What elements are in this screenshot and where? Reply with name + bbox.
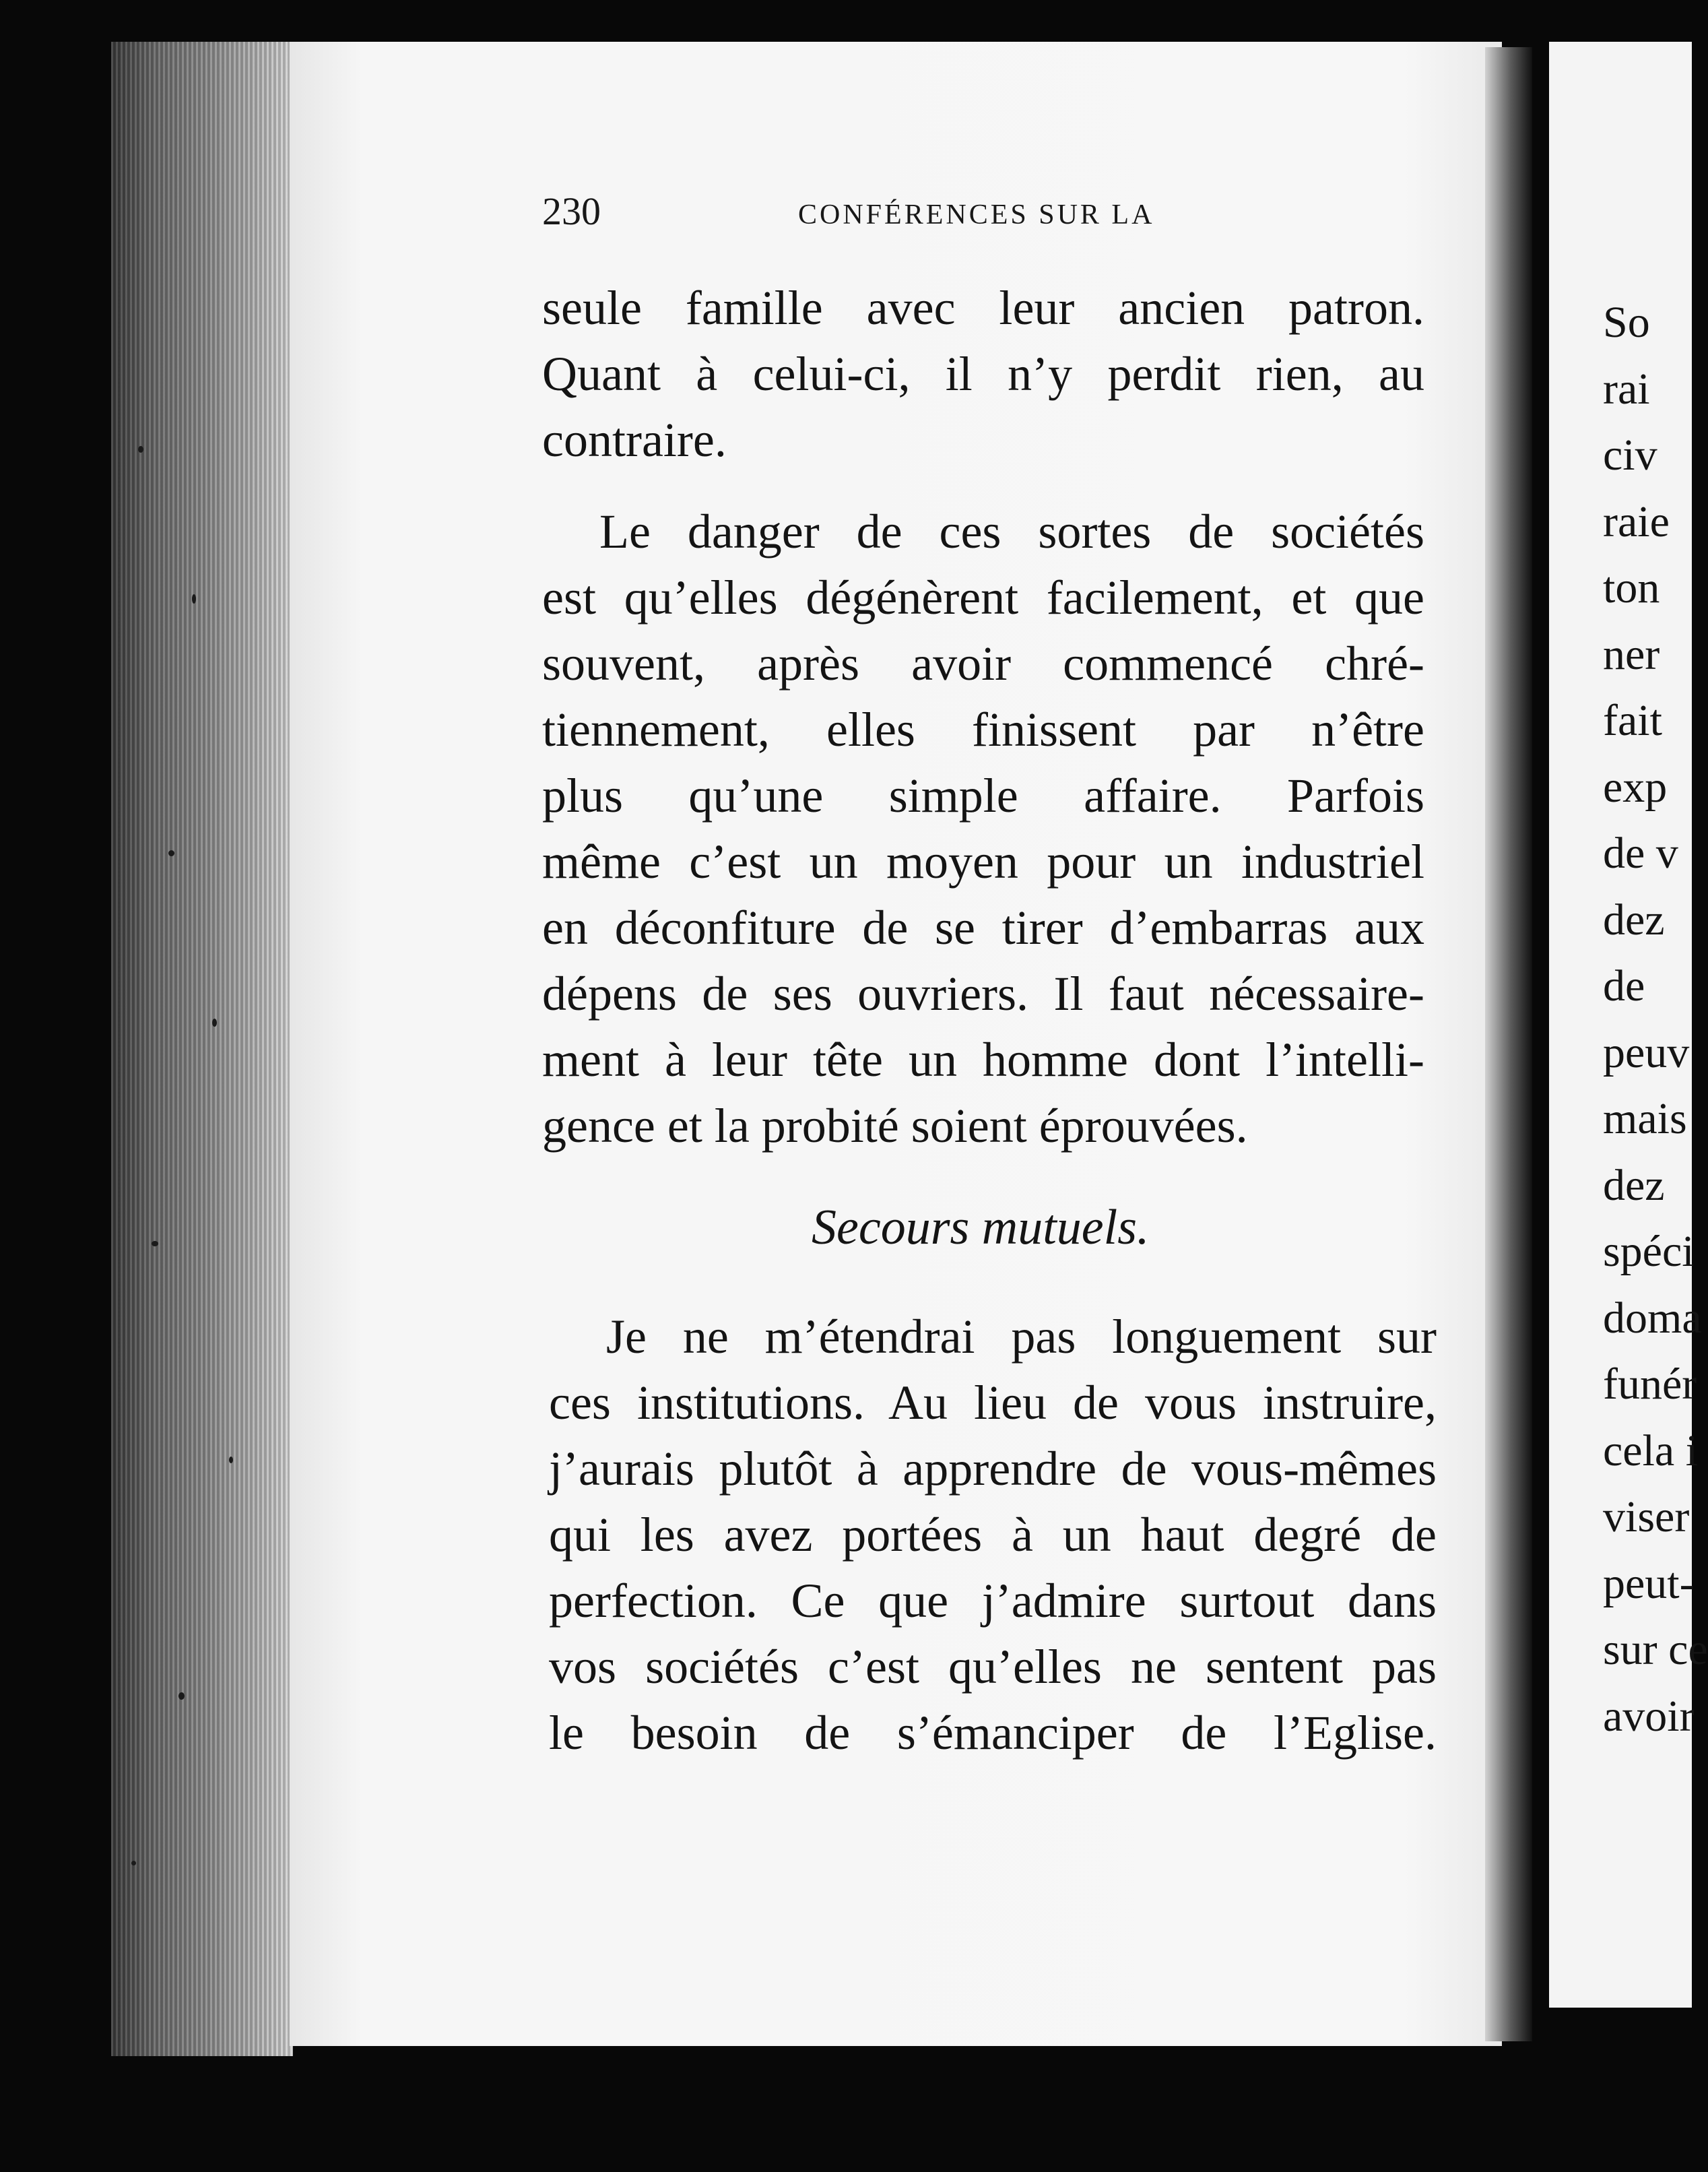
specks <box>178 1692 185 1700</box>
text-line: gence et la probité soient éprouvées. <box>542 1099 1248 1153</box>
text-line: seule famille avec leur ancien patron. <box>542 281 1424 335</box>
text-line: qui les avez portées à un haut degré de <box>549 1508 1437 1562</box>
page-number: 230 <box>542 189 601 233</box>
text-line: ces institutions. Au lieu de vous instruire, <box>549 1376 1437 1430</box>
running-head: CONFÉRENCES SUR LA <box>798 199 1155 230</box>
text-line: le besoin de s’émanciper de l’Eglise. <box>549 1706 1437 1760</box>
text-line: ment à leur tête un homme dont l’intelli- <box>542 1033 1424 1087</box>
specks <box>138 446 143 453</box>
text-fragment: civ <box>1603 430 1657 480</box>
specks <box>168 850 174 856</box>
text-fragment: de v <box>1603 829 1678 878</box>
paragraph-3 <box>549 1304 1437 1766</box>
text-fragment: dez <box>1603 895 1665 945</box>
text-fragment: fait <box>1603 696 1662 745</box>
text-line: est qu’elles dégénèrent facilement, et que <box>542 571 1424 625</box>
text-line: tiennement, elles finissent par n’être <box>542 703 1424 757</box>
text-fragment: ner <box>1603 629 1660 679</box>
text-fragment: viser <box>1603 1492 1690 1541</box>
specks <box>212 1019 217 1027</box>
text-fragment: dez <box>1603 1160 1665 1210</box>
text-fragment: cela i <box>1603 1426 1699 1475</box>
text-fragment: So <box>1603 298 1650 347</box>
text-line: j’aurais plutôt à apprendre de vous-mêmes <box>549 1442 1437 1496</box>
text-fragment: spéci <box>1603 1227 1695 1276</box>
text-line: vos sociétés c’est qu’elles ne sentent pas <box>549 1640 1437 1694</box>
text-fragment: ton <box>1603 563 1660 612</box>
text-fragment: avoir <box>1603 1691 1695 1741</box>
text-fragment: peuv <box>1603 1027 1690 1077</box>
text-fragment: sur ce <box>1603 1625 1708 1674</box>
text-line: même c’est un moyen pour un industriel <box>542 835 1424 889</box>
specks <box>229 1457 233 1463</box>
specks <box>192 594 196 604</box>
text-fragment: de <box>1603 961 1645 1011</box>
text-fragment: rai <box>1603 364 1650 414</box>
text-fragment: exp <box>1603 762 1668 812</box>
text-line: dépens de ses ouvriers. Il faut nécessaire- <box>542 967 1424 1021</box>
text-line: Quant à celui-ci, il n’y perdit rien, au <box>542 347 1424 401</box>
gutter-shadow <box>1485 47 1532 2041</box>
section-heading: Secours mutuels. <box>812 1200 1150 1255</box>
text-line: Je ne m’étendrai pas longuement sur <box>606 1310 1437 1364</box>
text-line: Le danger de ces sortes de sociétés <box>599 505 1424 558</box>
text-fragment: doma <box>1603 1293 1702 1343</box>
text-line: contraire. <box>542 413 727 467</box>
specks <box>152 1241 158 1246</box>
page-edge-stack <box>111 42 293 2056</box>
text-fragment: mais <box>1603 1094 1687 1143</box>
text-line: plus qu’une simple affaire. Parfois <box>542 769 1424 823</box>
text-fragment: raie <box>1603 497 1670 546</box>
text-fragment: funér <box>1603 1360 1697 1409</box>
text-fragment: peut- <box>1603 1558 1695 1608</box>
text-line: perfection. Ce que j’admire surtout dans <box>549 1574 1437 1628</box>
paragraph-1 <box>542 275 1424 473</box>
right-page-text <box>1603 290 1708 1750</box>
text-line: en déconfiture de se tirer d’embarras aux <box>542 901 1424 955</box>
specks <box>131 1861 136 1865</box>
text-line: souvent, après avoir commencé chré- <box>542 637 1424 691</box>
paragraph-2 <box>542 499 1424 1159</box>
